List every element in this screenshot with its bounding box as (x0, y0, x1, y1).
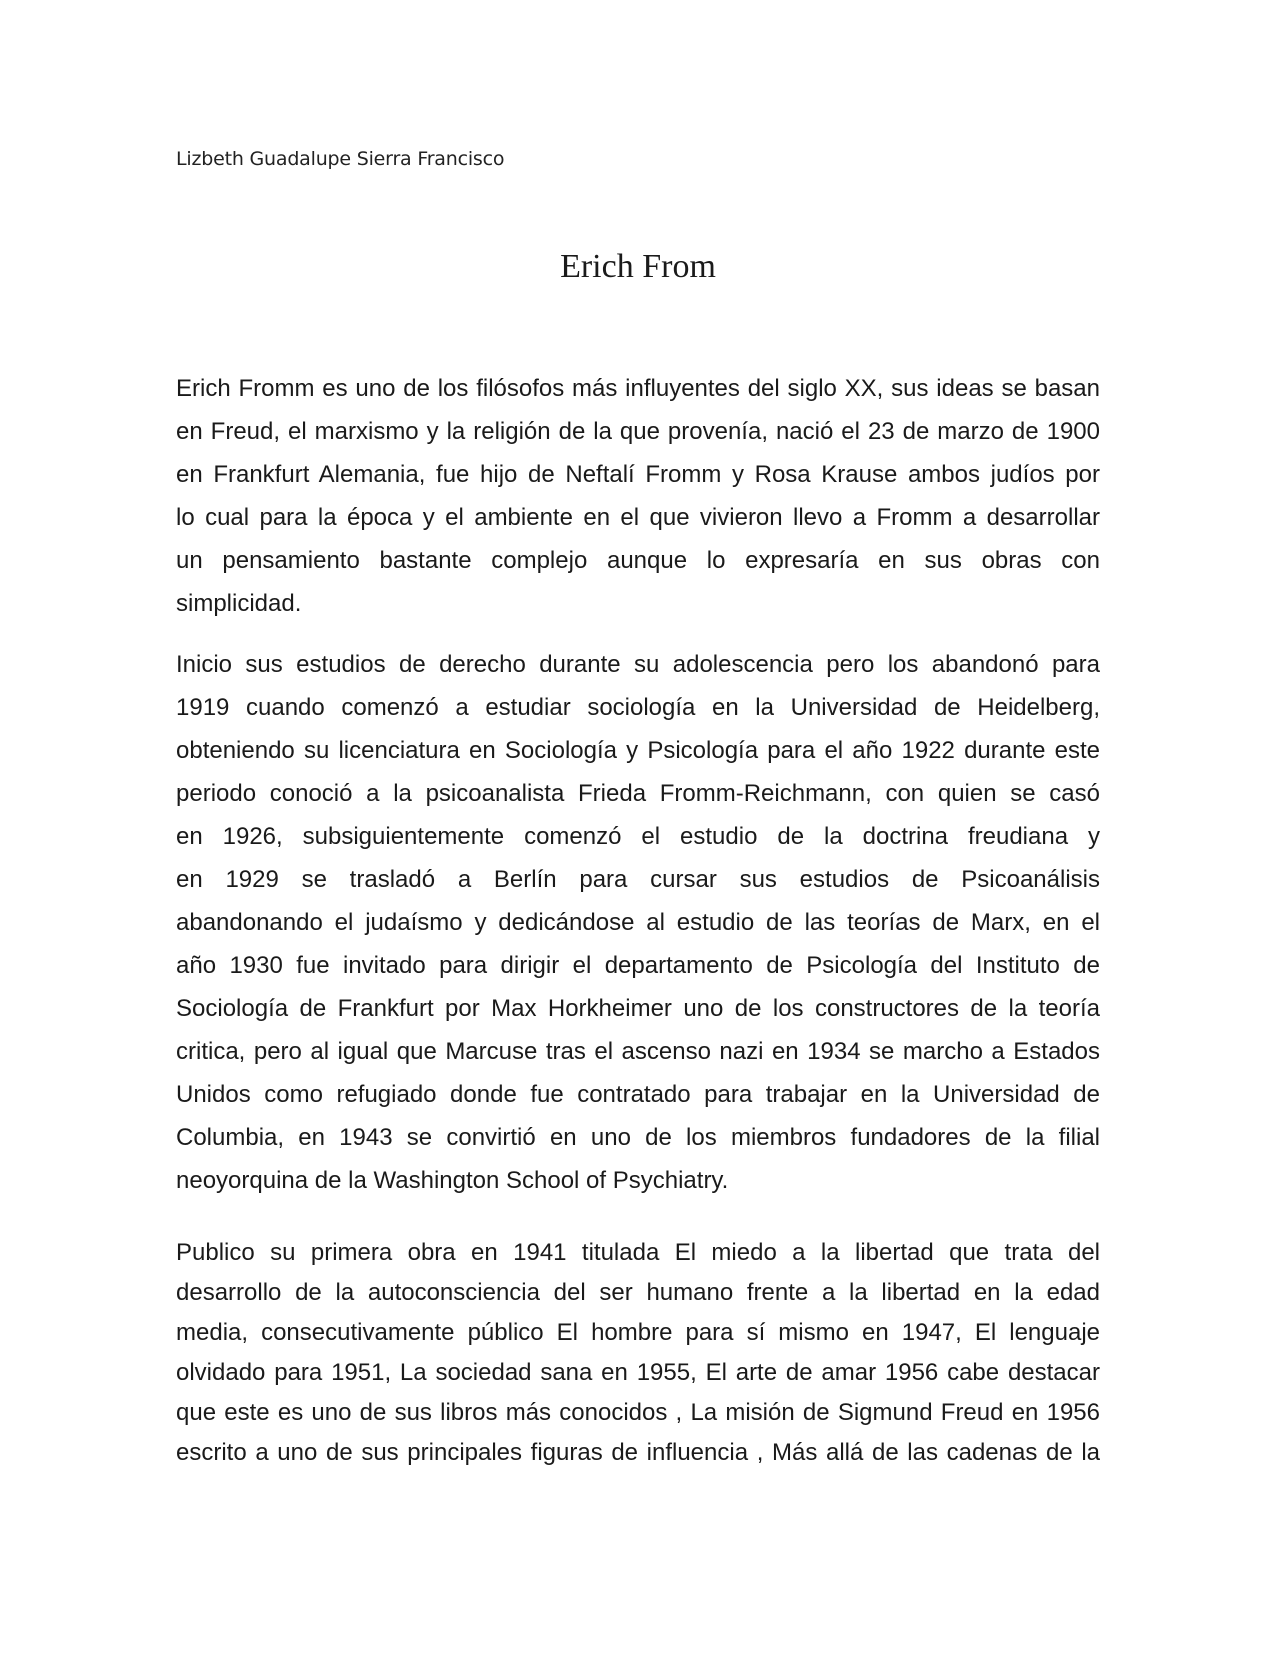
text-line: en Freud, el marxismo y la religión de la que provenía, nació el 23 de marzo de 1900 (176, 418, 1100, 445)
text-line: desarrollo de la autoconsciencia del ser humano frente a la libertad en la edad (176, 1279, 1100, 1306)
text-line: olvidado para 1951, La sociedad sana en 1955, El arte de amar 1956 cabe destacar (176, 1359, 1100, 1386)
paragraph-1 (176, 367, 1100, 625)
text-line: un pensamiento bastante complejo aunque lo expresaría en sus obras con (176, 547, 1100, 574)
text-line: abandonando el judaísmo y dedicándose al estudio de las teorías de Marx, en el (176, 909, 1100, 936)
text-line: simplicidad. (176, 590, 302, 617)
text-line: año 1930 fue invitado para dirigir el departamento de Psicología del Instituto de (176, 952, 1100, 979)
text-line: Inicio sus estudios de derecho durante su adolescencia pero los abandonó para (176, 651, 1100, 678)
text-line: Sociología de Frankfurt por Max Horkheimer uno de los constructores de la teoría (176, 995, 1100, 1022)
text-line: critica, pero al igual que Marcuse tras el ascenso nazi en 1934 se marcho a Estados (176, 1038, 1100, 1065)
text-line: lo cual para la época y el ambiente en el que vivieron llevo a Fromm a desarrollar (176, 504, 1100, 531)
text-line: que este es uno de sus libros más conocidos , La misión de Sigmund Freud en 1956 (176, 1399, 1100, 1426)
text-line: en Frankfurt Alemania, fue hijo de Neftalí Fromm y Rosa Krause ambos judíos por (176, 461, 1100, 488)
text-line: neoyorquina de la Washington School of Psychiatry. (176, 1167, 729, 1194)
text-line: Publico su primera obra en 1941 titulada El miedo a la libertad que trata del (176, 1239, 1100, 1266)
author-name: Lizbeth Guadalupe Sierra Francisco (176, 148, 505, 170)
text-line: obteniendo su licenciatura en Sociología y Psicología para el año 1922 durante este (176, 737, 1100, 764)
text-line: en 1929 se trasladó a Berlín para cursar sus estudios de Psicoanálisis (176, 866, 1100, 893)
paragraph-3 (176, 1233, 1100, 1473)
text-line: periodo conoció a la psicoanalista Frieda Fromm-Reichmann, con quien se casó (176, 780, 1100, 807)
text-line: 1919 cuando comenzó a estudiar sociología en la Universidad de Heidelberg, (176, 694, 1100, 721)
text-line: Columbia, en 1943 se convirtió en uno de los miembros fundadores de la filial (176, 1124, 1100, 1151)
text-line: escrito a uno de sus principales figuras de influencia , Más allá de las cadenas de la (176, 1439, 1100, 1466)
document-title: Erich From (560, 248, 716, 285)
text-line: Erich Fromm es uno de los filósofos más influyentes del siglo XX, sus ideas se basan (176, 375, 1100, 402)
text-line: en 1926, subsiguientemente comenzó el estudio de la doctrina freudiana y (176, 823, 1100, 850)
text-line: Unidos como refugiado donde fue contratado para trabajar en la Universidad de (176, 1081, 1100, 1108)
paragraph-2 (176, 643, 1100, 1202)
text-line: media, consecutivamente público El hombre para sí mismo en 1947, El lenguaje (176, 1319, 1100, 1346)
